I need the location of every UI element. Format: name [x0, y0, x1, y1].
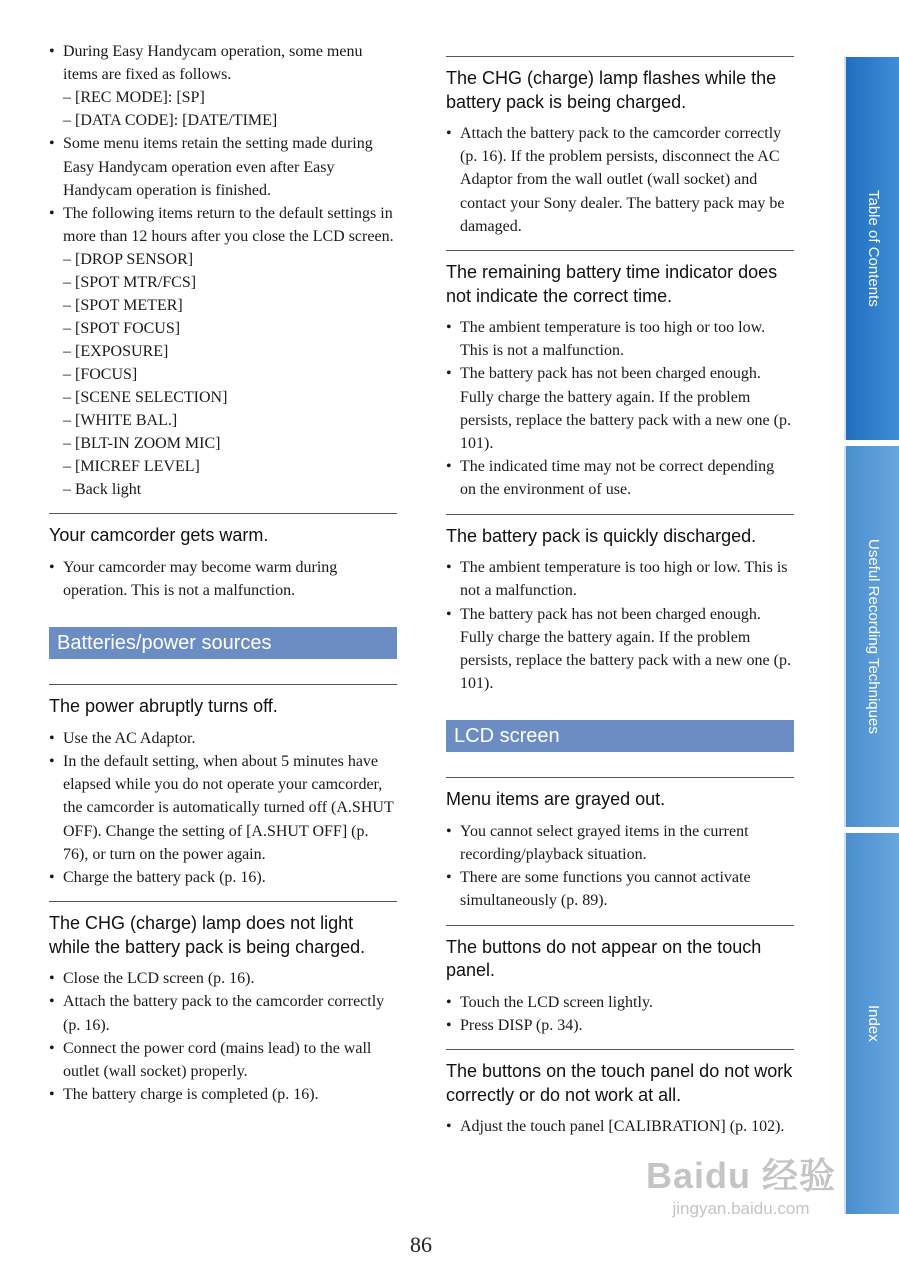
section-heading: The CHG (charge) lamp does not light while the battery pack is being charged. [49, 913, 366, 957]
right-column [446, 56, 794, 1138]
section-title-lcd: LCD screen [446, 720, 794, 752]
list-item: • Attach the battery pack to the camcorder correctly (p. 16). [49, 990, 397, 1036]
list-item: • The indicated time may not be correct depending on the environment of use. [446, 455, 794, 501]
list-item: • The ambient temperature is too high or low. This is not a malfunction. [446, 556, 794, 602]
divider [49, 684, 397, 685]
list-item: • The ambient temperature is too high or too low. This is not a malfunction. [446, 316, 794, 362]
list-item: – [DATA CODE]: [DATE/TIME] [63, 112, 278, 130]
section-title-batteries: Batteries/power sources [49, 627, 397, 659]
tab-useful-recording-techniques[interactable] [844, 446, 899, 827]
list-item: • Touch the LCD screen lightly. [446, 991, 794, 1014]
warm-section [49, 513, 397, 602]
list-item: • The battery pack has not been charged enough. Fully charge the battery again. If the problem persists, replace the battery pack with a new one (p. 101). [446, 362, 794, 455]
tab-label: Index [865, 1005, 882, 1042]
divider [446, 777, 794, 778]
buttons-not-appear-section [446, 925, 794, 1037]
list-item: • In the default setting, when about 5 minutes have elapsed while you do not operate your camcorder, the camcorder is automatically turned off (A.SHUT OFF). Change the setting of [A.SHUT OFF] (p. 76), or turn on the power again. [49, 750, 397, 866]
list-item: • Press DISP (p. 34). [446, 1014, 794, 1037]
list-item: • During Easy Handycam operation, some menu items are fixed as follows. – [REC MODE]: [SP] – [DATA CODE]: [DATE/TIME] [49, 40, 397, 132]
section-heading: Menu items are grayed out. [446, 789, 666, 810]
list-item: • Some menu items retain the setting made during Easy Handycam operation even after Easy Handycam operation is finished. [49, 132, 397, 202]
watermark-logo: Baidu 经验 [645, 1155, 836, 1196]
list-item: – [SPOT MTR/FCS] [63, 274, 197, 292]
list-item: • Charge the battery pack (p. 16). [49, 866, 397, 889]
baidu-watermark [636, 1148, 846, 1219]
list-item: • The battery charge is completed (p. 16). [49, 1083, 397, 1106]
section-heading: The buttons do not appear on the touch panel. [446, 936, 762, 981]
tab-label: Useful Recording Techniques [865, 539, 882, 734]
divider [446, 1049, 794, 1050]
list-item: • The following items return to the default settings in more than 12 hours after you close the LCD screen. – [DROP SENSOR] – [SPOT MTR/FCS] – [SPOT METER] – [SPOT FOCUS] – [EXPOSURE] – [FOCUS] – [SCENE SELECTION] – [WHITE BAL.] – [BLT-IN ZOOM MIC] – [MICREF LEVEL] – Back light [49, 202, 397, 501]
list-item: – Back light [63, 481, 142, 499]
list-item: • There are some functions you cannot activate simultaneously (p. 89). [446, 866, 794, 912]
list-item: – [SPOT METER] [63, 297, 183, 315]
list-item: – [MICREF LEVEL] [63, 458, 200, 476]
section-heading: The remaining battery time indicator does not indicate the correct time. [446, 262, 778, 306]
divider [446, 250, 794, 251]
page-number: 86 [410, 1232, 432, 1257]
left-column [49, 40, 397, 1106]
quick-discharge-section [446, 514, 794, 696]
remaining-time-section [446, 250, 794, 502]
list-item: • Your camcorder may become warm during operation. This is not a malfunction. [49, 556, 397, 602]
section-heading: The power abruptly turns off. [49, 696, 278, 717]
divider [446, 514, 794, 515]
default-items-list [63, 248, 397, 501]
easy-handycam-notes [49, 40, 397, 501]
fixed-items-list [63, 86, 397, 132]
divider [446, 56, 794, 57]
divider [446, 925, 794, 926]
section-heading: The buttons on the touch panel do not work correctly or do not work at all. [446, 1061, 793, 1105]
list-item: – [EXPOSURE] [63, 343, 169, 361]
list-item: – [SPOT FOCUS] [63, 320, 181, 338]
chg-not-light-section [49, 901, 397, 1106]
list-item: – [WHITE BAL.] [63, 412, 178, 430]
list-item: – [DROP SENSOR] [63, 251, 194, 269]
buttons-not-work-section [446, 1049, 794, 1138]
divider [49, 901, 397, 902]
power-off-section [49, 684, 397, 889]
list-item: • You cannot select grayed items in the current recording/playback situation. [446, 820, 794, 866]
section-heading: The battery pack is quickly discharged. [446, 525, 757, 546]
grayed-out-section [446, 777, 794, 912]
section-heading: Your camcorder gets warm. [49, 525, 269, 546]
list-item: • The battery pack has not been charged enough. Fully charge the battery again. If the problem persists, replace the battery pack with a new one (p. 101). [446, 603, 794, 696]
list-item: – [REC MODE]: [SP] [63, 89, 205, 107]
list-item: • Use the AC Adaptor. [49, 727, 397, 750]
tab-table-of-contents[interactable] [844, 57, 899, 440]
list-item: • Adjust the touch panel [CALIBRATION] (p. 102). [446, 1115, 794, 1138]
list-item: • Attach the battery pack to the camcorder correctly (p. 16). If the problem persists, disconnect the AC Adaptor from the wall outlet (wall socket) and contact your Sony dealer. The battery pack may be damaged. [446, 122, 794, 238]
tab-index[interactable] [844, 833, 899, 1214]
section-heading: The CHG (charge) lamp flashes while the battery pack is being charged. [446, 68, 777, 112]
list-item: – [BLT-IN ZOOM MIC] [63, 435, 221, 453]
list-item: • Connect the power cord (mains lead) to the wall outlet (wall socket) properly. [49, 1037, 397, 1083]
list-item: – [FOCUS] [63, 366, 138, 384]
watermark-url: jingyan.baidu.com [672, 1199, 810, 1218]
list-item: • Close the LCD screen (p. 16). [49, 967, 397, 990]
list-item: – [SCENE SELECTION] [63, 389, 228, 407]
tab-label: Table of Contents [865, 190, 882, 307]
chg-flashes-section [446, 56, 794, 238]
divider [49, 513, 397, 514]
